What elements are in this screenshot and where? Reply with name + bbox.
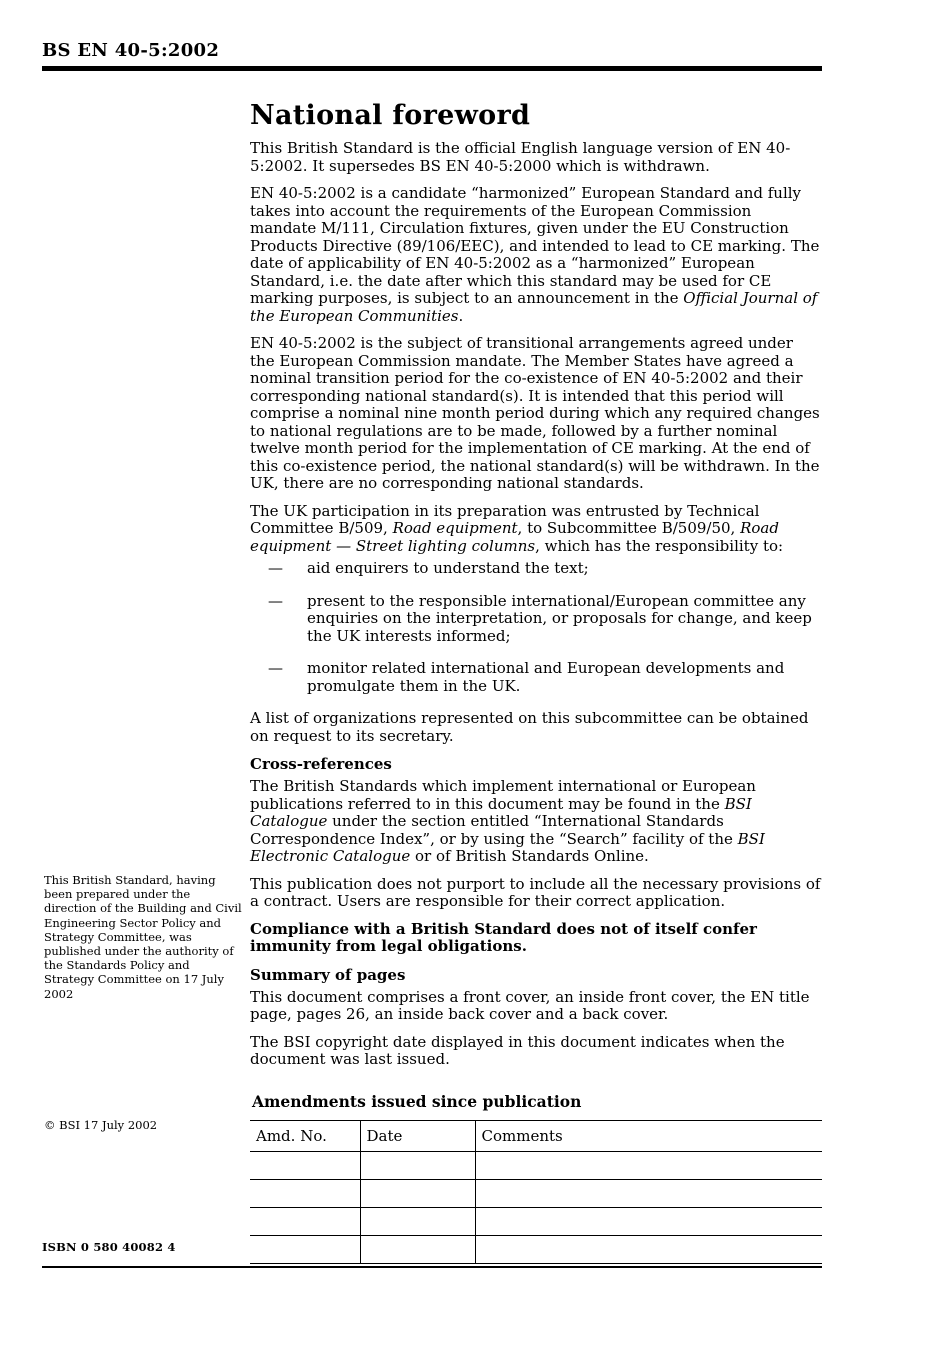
text-run: or of British Standards Online. bbox=[410, 847, 649, 865]
publication-note: This British Standard, having been prepared under the direction of the Building and Civil Engineering Sector Policy and Strategy Committee, was published under the authority of the Standards Policy and Strategy Committee on 17 July 2002 bbox=[44, 873, 242, 1001]
header-rule bbox=[42, 66, 822, 71]
cell-date bbox=[360, 1236, 475, 1264]
copyright-line: © BSI 17 July 2002 bbox=[44, 1118, 158, 1132]
footer-rule bbox=[42, 1266, 822, 1268]
amendments-table bbox=[250, 1120, 822, 1264]
list-item bbox=[268, 560, 822, 578]
paragraph-copyright-date: The BSI copyright date displayed in this document indicates when the document was last issued. bbox=[250, 1032, 785, 1068]
text-run: , to Subcommittee B/509/50, bbox=[517, 519, 741, 537]
page-title: National foreword bbox=[250, 100, 531, 131]
cross-references-heading: Cross-references bbox=[250, 755, 392, 773]
table-row bbox=[250, 1236, 822, 1264]
cell-comments bbox=[475, 1208, 822, 1236]
cell-amd-no bbox=[250, 1152, 360, 1180]
amendments-title: Amendments issued since publication bbox=[252, 1092, 582, 1111]
main-column bbox=[250, 100, 822, 1079]
cell-comments bbox=[475, 1236, 822, 1264]
cell-comments bbox=[475, 1180, 822, 1208]
italic-run-bsi-electronic-catalogue: BSI Electronic Catalogue bbox=[250, 829, 765, 865]
paragraph-contract: This publication does not purport to include all the necessary provisions of a contract. Users are responsible for their correct application. bbox=[250, 874, 821, 910]
text-run: The British Standards which implement international or European publications referred to in this document may be found in the bbox=[250, 777, 756, 813]
amendments-section bbox=[250, 1092, 822, 1264]
document-reference: BS EN 40-5:2002 bbox=[42, 40, 220, 61]
column-header-amd-no: Amd. No. bbox=[250, 1121, 360, 1152]
italic-run-committee: Road equipment bbox=[392, 519, 518, 537]
cell-date bbox=[360, 1180, 475, 1208]
list-item-text: monitor related international and European developments and promulgate them in the UK. bbox=[307, 659, 785, 695]
cell-amd-no bbox=[250, 1208, 360, 1236]
dash-marker: — bbox=[268, 659, 283, 677]
list-item-text: aid enquirers to understand the text; bbox=[307, 559, 589, 577]
column-header-comments: Comments bbox=[475, 1121, 822, 1152]
paragraph-harmonized bbox=[250, 185, 822, 325]
paragraph-version: This British Standard is the official English language version of EN 40-5:2002. It supersedes BS EN 40-5:2000 which is withdrawn. bbox=[250, 139, 791, 175]
column-header-date: Date bbox=[360, 1121, 475, 1152]
dash-marker: — bbox=[268, 559, 283, 577]
italic-run-official-journal: Official Journal of the European Communities bbox=[250, 289, 818, 325]
table-row bbox=[250, 1152, 822, 1180]
text-run: The UK participation in its preparation was entrusted by Technical Committee B/509, bbox=[250, 501, 760, 537]
paragraph-transitional: EN 40-5:2002 is the subject of transitional arrangements agreed under the European Commission mandate. The Member States have agreed a nominal transition period for the co-existence of EN 40-5:2002 and their corresponding national standard(s). It is intended that this period will comprise a nominal nine month period during which any required changes to national regulations are to be made, followed by a further nominal twelve month period for the implementation of CE marking. At the end of this co-existence period, the national standard(s) will be withdrawn. In the UK, there are no corresponding national standards. bbox=[250, 334, 820, 492]
paragraph-pages: This document comprises a front cover, an inside front cover, the EN title page, pages 26, an inside back cover and a back cover. bbox=[250, 987, 810, 1023]
cell-amd-no bbox=[250, 1180, 360, 1208]
paragraph-compliance: Compliance with a British Standard does not of itself confer immunity from legal obligations. bbox=[250, 919, 757, 955]
summary-of-pages-heading: Summary of pages bbox=[250, 965, 406, 984]
italic-run-bsi-catalogue: BSI Catalogue bbox=[250, 794, 752, 830]
table-row bbox=[250, 1180, 822, 1208]
list-item bbox=[268, 660, 822, 695]
cell-comments bbox=[475, 1152, 822, 1180]
text-run: under the section entitled “International Standards Correspondence Index”, or by using the “Search” facility of the bbox=[250, 812, 738, 848]
dash-marker: — bbox=[268, 591, 283, 610]
list-item-text: present to the responsible international/European committee any enquiries on the interpretation, or proposals for change, and keep the UK interests informed; bbox=[307, 591, 812, 645]
paragraph-uk-participation bbox=[250, 503, 822, 556]
cell-date bbox=[360, 1208, 475, 1236]
paragraph-cross-references bbox=[250, 778, 822, 866]
table-row bbox=[250, 1208, 822, 1236]
italic-run-subcommittee: Road equipment — Street lighting columns bbox=[250, 519, 779, 555]
isbn-number: ISBN 0 580 40082 4 bbox=[42, 1240, 176, 1254]
responsibility-list bbox=[268, 560, 822, 695]
list-item bbox=[268, 593, 822, 646]
table-header-row bbox=[250, 1121, 822, 1152]
text-run: , which has the responsibility to: bbox=[535, 536, 784, 555]
cell-date bbox=[360, 1152, 475, 1180]
text-run: . bbox=[458, 306, 464, 325]
text-run: EN 40-5:2002 is a candidate “harmonized” European Standard and fully takes into account the requirements of the European Commission mandate M/111, Circulation fixtures, given under the EU Construction Products Directive (89/106/EEC), and intended to lead to CE marking. The date of applicability of EN 40-5:2002 as a “harmonized” European Standard, i.e. the date after which this standard may be used for CE marking purposes, is subject to an announcement in the bbox=[250, 184, 820, 307]
cell-amd-no bbox=[250, 1236, 360, 1264]
paragraph-organizations: A list of organizations represented on this subcommittee can be obtained on request to its secretary. bbox=[250, 709, 809, 745]
